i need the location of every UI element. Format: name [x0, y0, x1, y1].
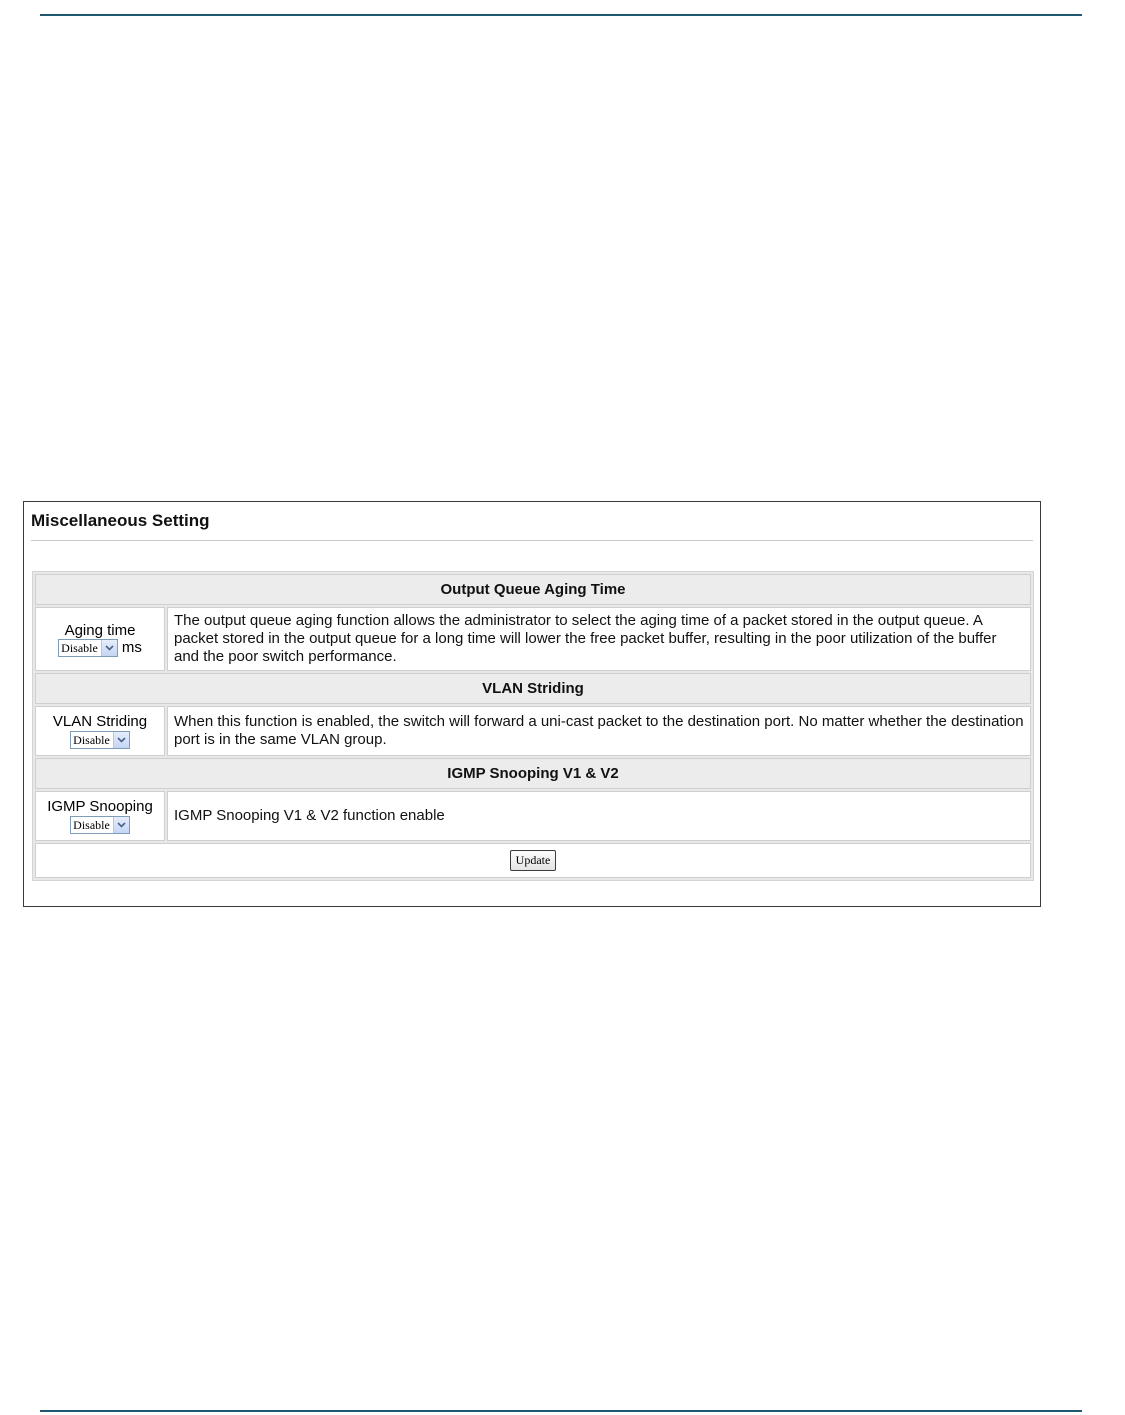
settings-table [32, 571, 1034, 881]
update-row [35, 843, 1031, 878]
section-header-vlan-striding: VLAN Striding [35, 673, 1031, 704]
vlan-striding-description: When this function is enabled, the switch will forward a uni-cast packet to the destination port. No matter whether the destination port is in the same VLAN group. [167, 706, 1031, 756]
chevron-down-icon[interactable] [101, 640, 117, 656]
section-header-output-queue: Output Queue Aging Time [35, 574, 1031, 605]
aging-time-label: Aging time [64, 621, 136, 639]
page-bottom-rule [40, 1410, 1082, 1412]
update-button[interactable]: Update [510, 850, 557, 871]
aging-time-select[interactable] [58, 639, 118, 657]
aging-time-cell [35, 607, 165, 671]
aging-time-select-value: Disable [61, 640, 98, 655]
aging-time-unit: ms [121, 639, 142, 656]
page-top-rule [40, 14, 1082, 16]
chevron-down-icon[interactable] [113, 732, 129, 748]
vlan-striding-label: VLAN Striding [52, 713, 148, 731]
igmp-snooping-select[interactable] [70, 816, 130, 834]
igmp-snooping-description: IGMP Snooping V1 & V2 function enable [167, 791, 1031, 841]
igmp-snooping-select-value: Disable [73, 817, 110, 832]
igmp-snooping-label: IGMP Snooping [47, 798, 153, 816]
vlan-striding-select-value: Disable [73, 732, 110, 747]
aging-time-description: The output queue aging function allows the administrator to select the aging time of a packet stored in the output queue. A packet stored in the output queue for a long time will lower the free packet buffer, resulting in the poor utilization of the buffer and the poor switch performance. [167, 607, 1031, 671]
title-divider [31, 540, 1033, 541]
igmp-snooping-cell [35, 791, 165, 841]
panel-title: Miscellaneous Setting [31, 511, 210, 530]
vlan-striding-select[interactable] [70, 731, 130, 749]
misc-setting-panel [23, 501, 1041, 907]
vlan-striding-cell [35, 706, 165, 756]
chevron-down-icon[interactable] [113, 817, 129, 833]
section-header-igmp-snooping: IGMP Snooping V1 & V2 [35, 758, 1031, 789]
